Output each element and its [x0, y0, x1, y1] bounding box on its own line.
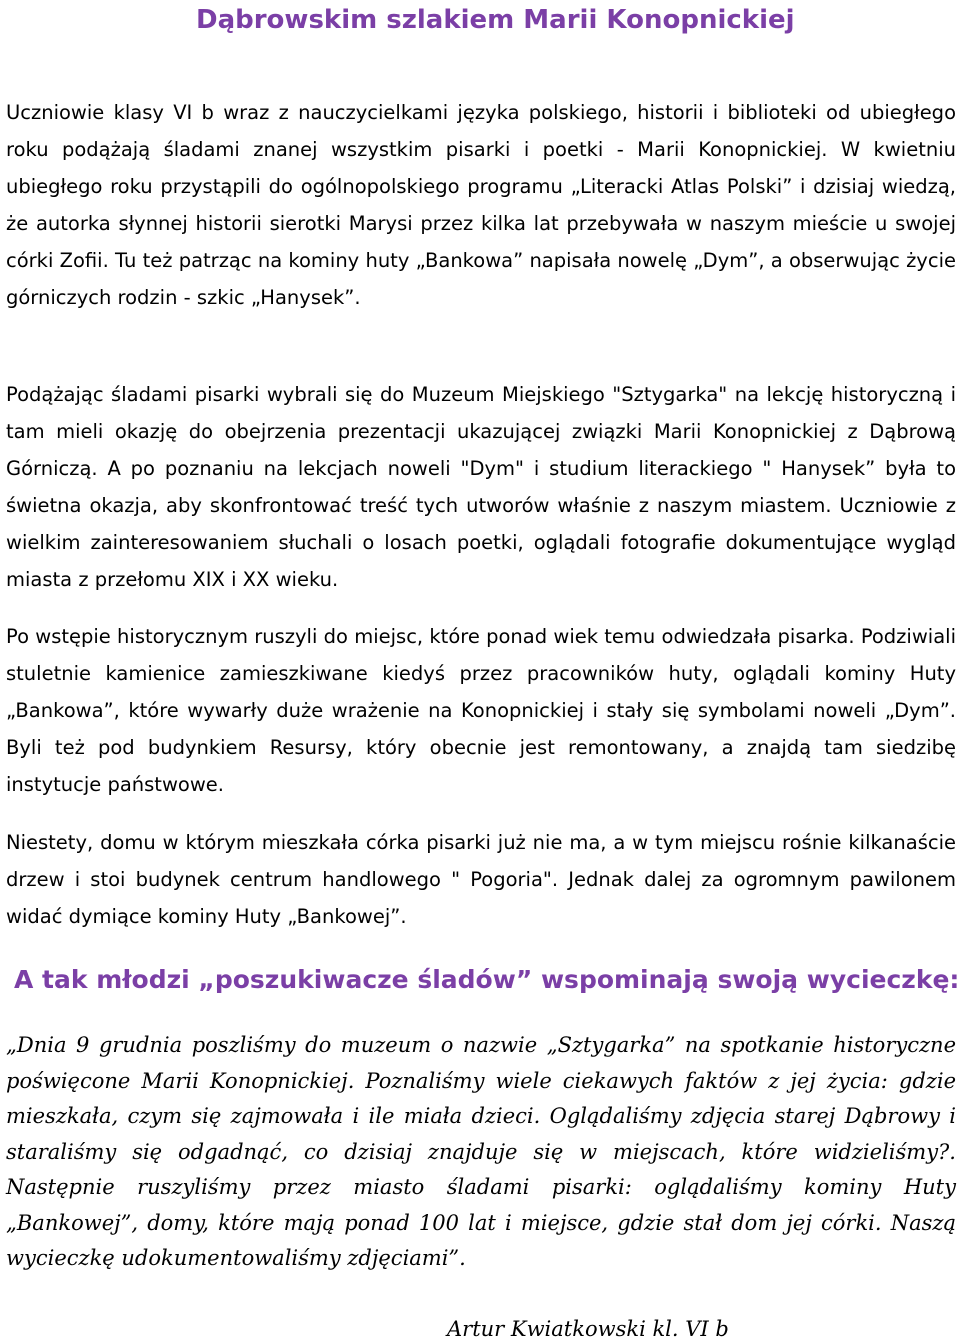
- section-subheading: A tak młodzi „poszukiwacze śladów” wspominają swoją wycieczkę:: [14, 965, 960, 994]
- document-title: Dąbrowskim szlakiem Marii Konopnickiej: [196, 5, 795, 35]
- paragraph-intro: Uczniowie klasy VI b wraz z nauczycielkami języka polskiego, historii i biblioteki od ubiegłego roku podążają śladami znanej wszystkim pisarki i poetki - Marii Konopnickiej. W kwietniu ubiegłego roku przystąpili do ogólnopolskiego programu „Literacki Atlas Polski” i dzisiaj wiedzą, że autorka słynnej historii sierotki Marysi przez kilka lat przebywała w naszym mieście u swojej córki Zofii. Tu też patrząc na kominy huty „Bankowa” napisała nowelę „Dym”, a obserwując życie górniczych rodzin - szkic „Hanysek”.: [6, 101, 956, 309]
- paragraph-museum: Podążając śladami pisarki wybrali się do Muzeum Miejskiego "Sztygarka" na lekcję historyczną i tam mieli okazję do obejrzenia prezentacji ukazującej związki Marii Konopnickiej z Dąbrową Górniczą. A po poznaniu na lekcjach noweli "Dym" i studium literackiego " Hanysek” była to świetna okazja, aby skonfrontować treść tych utworów właśnie z naszym miastem. Uczniowie z wielkim zainteresowaniem słuchali o losach poetki, oglądali fotografie dokumentujące wygląd miasta z przełomu XIX i XX wieku.: [6, 383, 956, 591]
- student-quote: „Dnia 9 grudnia poszliśmy do muzeum o nazwie „Sztygarka” na spotkanie historyczne poświęcone Marii Konopnickiej. Poznaliśmy wiele ciekawych faktów z jej życia: gdzie mieszkała, czym się zajmowała i ile miała dzieci. Oglądaliśmy zdjęcia starej Dąbrowy i staraliśmy się odgadnąć, co dzisiaj znajduje się w miejscach, które widzieliśmy?. Następnie ruszyliśmy przez miasto śladami pisarki: oglądaliśmy kominy Huty „Bankowej”, domy, które mają ponad 100 lat i miejsce, gdzie stał dom jej córki. Naszą wycieczkę udokumentowaliśmy zdjęciami”.: [6, 1033, 956, 1270]
- paragraph-walk: Po wstępie historycznym ruszyli do miejsc, które ponad wiek temu odwiedzała pisarka. Podziwiali stuletnie kamienice zamieszkiwane kiedyś przez pracowników huty, oglądali kominy Huty „Bankowa”, które wywarły duże wrażenie na Konopnickiej i stały się symbolami noweli „Dym”. Byli też pod budynkiem Resursy, który obecnie jest remontowany, a znajdą tam siedzibę instytucje państwowe.: [6, 625, 956, 796]
- author-signature: Artur Kwiatkowski kl. VI b: [447, 1317, 729, 1341]
- paragraph-house: Niestety, domu w którym mieszkała córka pisarki już nie ma, a w tym miejscu rośnie kilkanaście drzew i stoi budynek centrum handlowego " Pogoria". Jednak dalej za ogromnym pawilonem widać dymiące kominy Huty „Bankowej”.: [6, 831, 956, 928]
